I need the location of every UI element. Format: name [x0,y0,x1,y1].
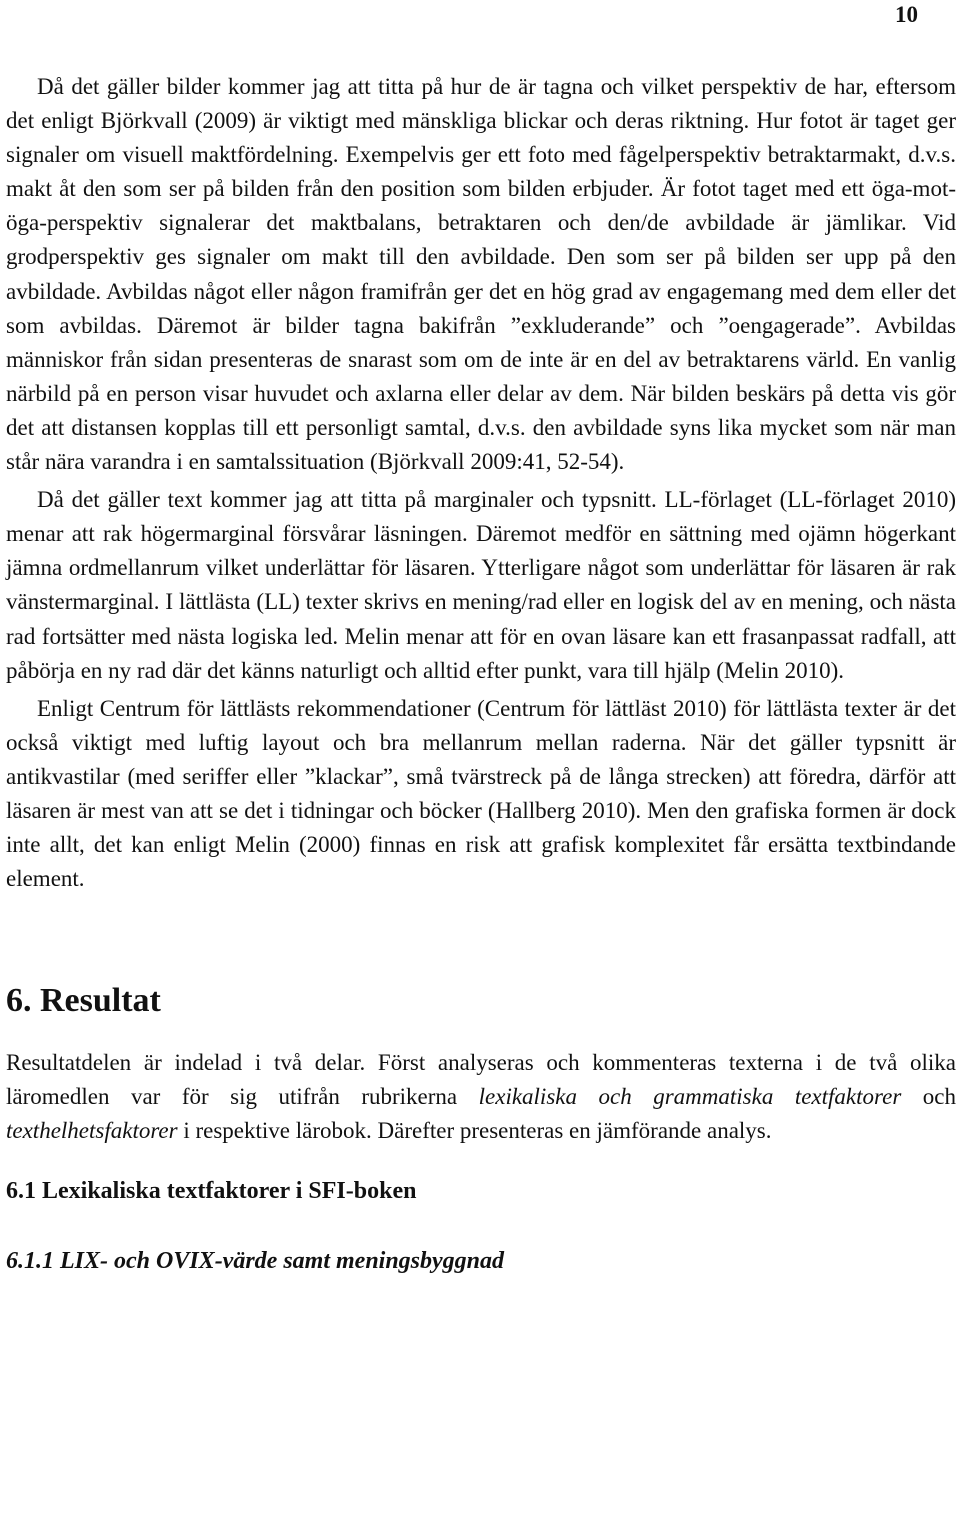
results-italic-term-1: lexikaliska och grammatiska textfaktorer [478,1084,902,1110]
page-content [6,70,956,1277]
results-text-part-3: i respektive lärobok. Därefter presenteras en jämförande analys. [177,1118,772,1144]
paragraph-margins-typeface: Då det gäller text kommer jag att titta på marginaler och typsnitt. LL-förlaget (LL-förlaget 2010) menar att rak högermarginal försvårar läsningen. Däremot medför en sättning med ojämn högerkant jämna ordmellanrum vilket underlättar för läsaren. Ytterligare något som underlättar för läsaren är rak vänstermarginal. I lättlästa (LL) texter skrivs en mening/rad eller en logisk del av en mening, och nästa rad fortsätter med nästa logiska led. Melin menar att för en ovan läsare kan ett frasanpassat radfall, att påbörja en ny rad där det känns naturligt och alltid efter punkt, vara till hjälp (Melin 2010). [6,487,956,683]
paragraph-easy-reading-recommendations: Enligt Centrum för lättlästs rekommendationer (Centrum för lättläst 2010) för lättlästa texter är det också viktigt med luftig layout och bra mellanrum mellan raderna. När det gäller typsnitt är antikvastilar (med seriffer eller ”klackar”, små tvärstreck på de långa strecken) att föredra, därför att läsaren är mest van att se det i tidningar och böcker (Hallberg 2010). Men den grafiska formen är dock inte allt, det kan enligt Melin (2000) finnas en risk att grafisk komplexitet får ersätta textbindande element. [6,695,956,892]
results-text-part-2: och [901,1084,956,1110]
paragraph-images-perspective: Då det gäller bilder kommer jag att titta på hur de är tagna och vilket perspektiv de har, eftersom det enligt Björkvall (2009) är viktigt med mänskliga blickar och deras riktning. Hur fotot är taget ger signaler om visuell maktfördelning. Exempelvis ger ett foto med fågelperspektiv betraktarmakt, d.v.s. makt åt den som ser på bilden från den position som bilden erbjuder. Är fotot taget med ett öga-mot-öga-perspektiv signalerar det maktbalans, betraktaren och den/de avbildade är jämlikar. Vid grodperspektiv ges signaler om makt till den avbildade. Den som ser på bilden ser upp på den avbildade. Avbildas något eller någon framifrån ger det en hög grad av engagemang med dem eller det som avbildas. Däremot är bilder tagna bakifrån ”exkluderande” och ”oengagerade”. Avbildas människor från sidan presenteras de snarast som om de inte är en del av betraktarens värld. En vanlig närbild på en person visar huvudet och axlarna eller delar av dem. När bilden beskärs på detta vis gör det att distansen kopplas till ett personligt samtal, d.v.s. den avbildade syns lika mycket som när man står nära varandra i en samtalssituation (Björkvall 2009:41, 52-54). [6,74,956,475]
section-heading-results: 6. Resultat [6,982,161,1020]
page-number: 10 [895,2,918,27]
subsubsection-heading-lix-ovix: 6.1.1 LIX- och OVIX-värde samt meningsbyggnad [6,1247,505,1274]
subsection-heading-lexical-factors: 6.1 Lexikaliska textfaktorer i SFI-boken [6,1177,417,1204]
paragraph-results-intro [6,1046,956,1148]
document-page [6,0,956,1533]
results-italic-term-2: texthelhetsfaktorer [6,1118,178,1144]
results-text-part-1: Resultatdelen är indelad i två delar. Först analyseras och kommenteras texterna i de två olika läromedlen var för sig utifrån rubrikerna [6,1050,956,1110]
